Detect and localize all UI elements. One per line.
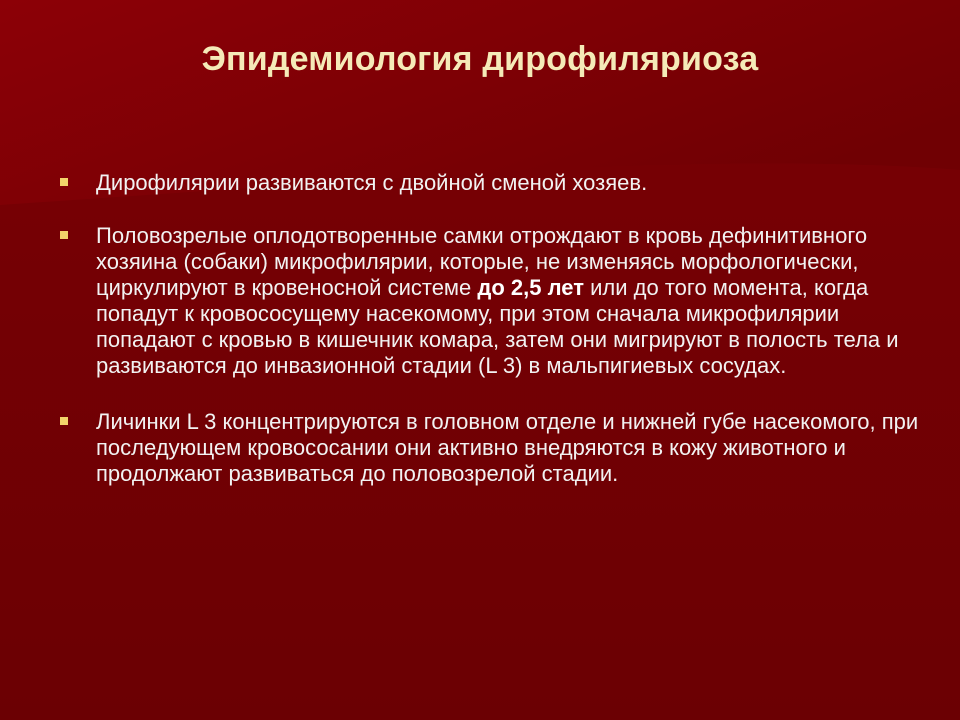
- bullet-text-end: или до того момента, когда попадут к кровососущему насекомому, при этом сначала микрофилярии попадают с кровью в кишечник комара, затем они мигрируют в полость тела и развиваются до инвазионной стадии (L 3) в мальпигиевых сосудах.: [96, 275, 899, 378]
- bullet-item: [60, 170, 920, 196]
- square-bullet-icon: [60, 417, 68, 425]
- square-bullet-icon: [60, 231, 68, 239]
- bullet-text-start: Половозрелые оплодотворенные самки отрождают в кровь дефинитивного хозяина (собаки) микрофилярии, которые, не изменяясь морфологически, циркулируют в кровеносной системе: [96, 223, 868, 300]
- bullet-text-emphasis: до 2,5 лет: [477, 275, 585, 300]
- bullet-text: Личинки L 3 концентрируются в головном отделе и нижней губе насекомого, при последующем кровососании они активно внедряются в кожу животного и продолжают развиваться до половозрелой стадии.: [96, 409, 919, 486]
- bullet-item: [60, 409, 920, 487]
- square-bullet-icon: [60, 178, 68, 186]
- bullet-text: Дирофилярии развиваются с двойной сменой хозяев.: [96, 170, 648, 195]
- bullet-item: [60, 223, 920, 379]
- slide-title: Эпидемиология дирофиляриоза: [201, 40, 759, 78]
- bullet-list: [60, 170, 920, 487]
